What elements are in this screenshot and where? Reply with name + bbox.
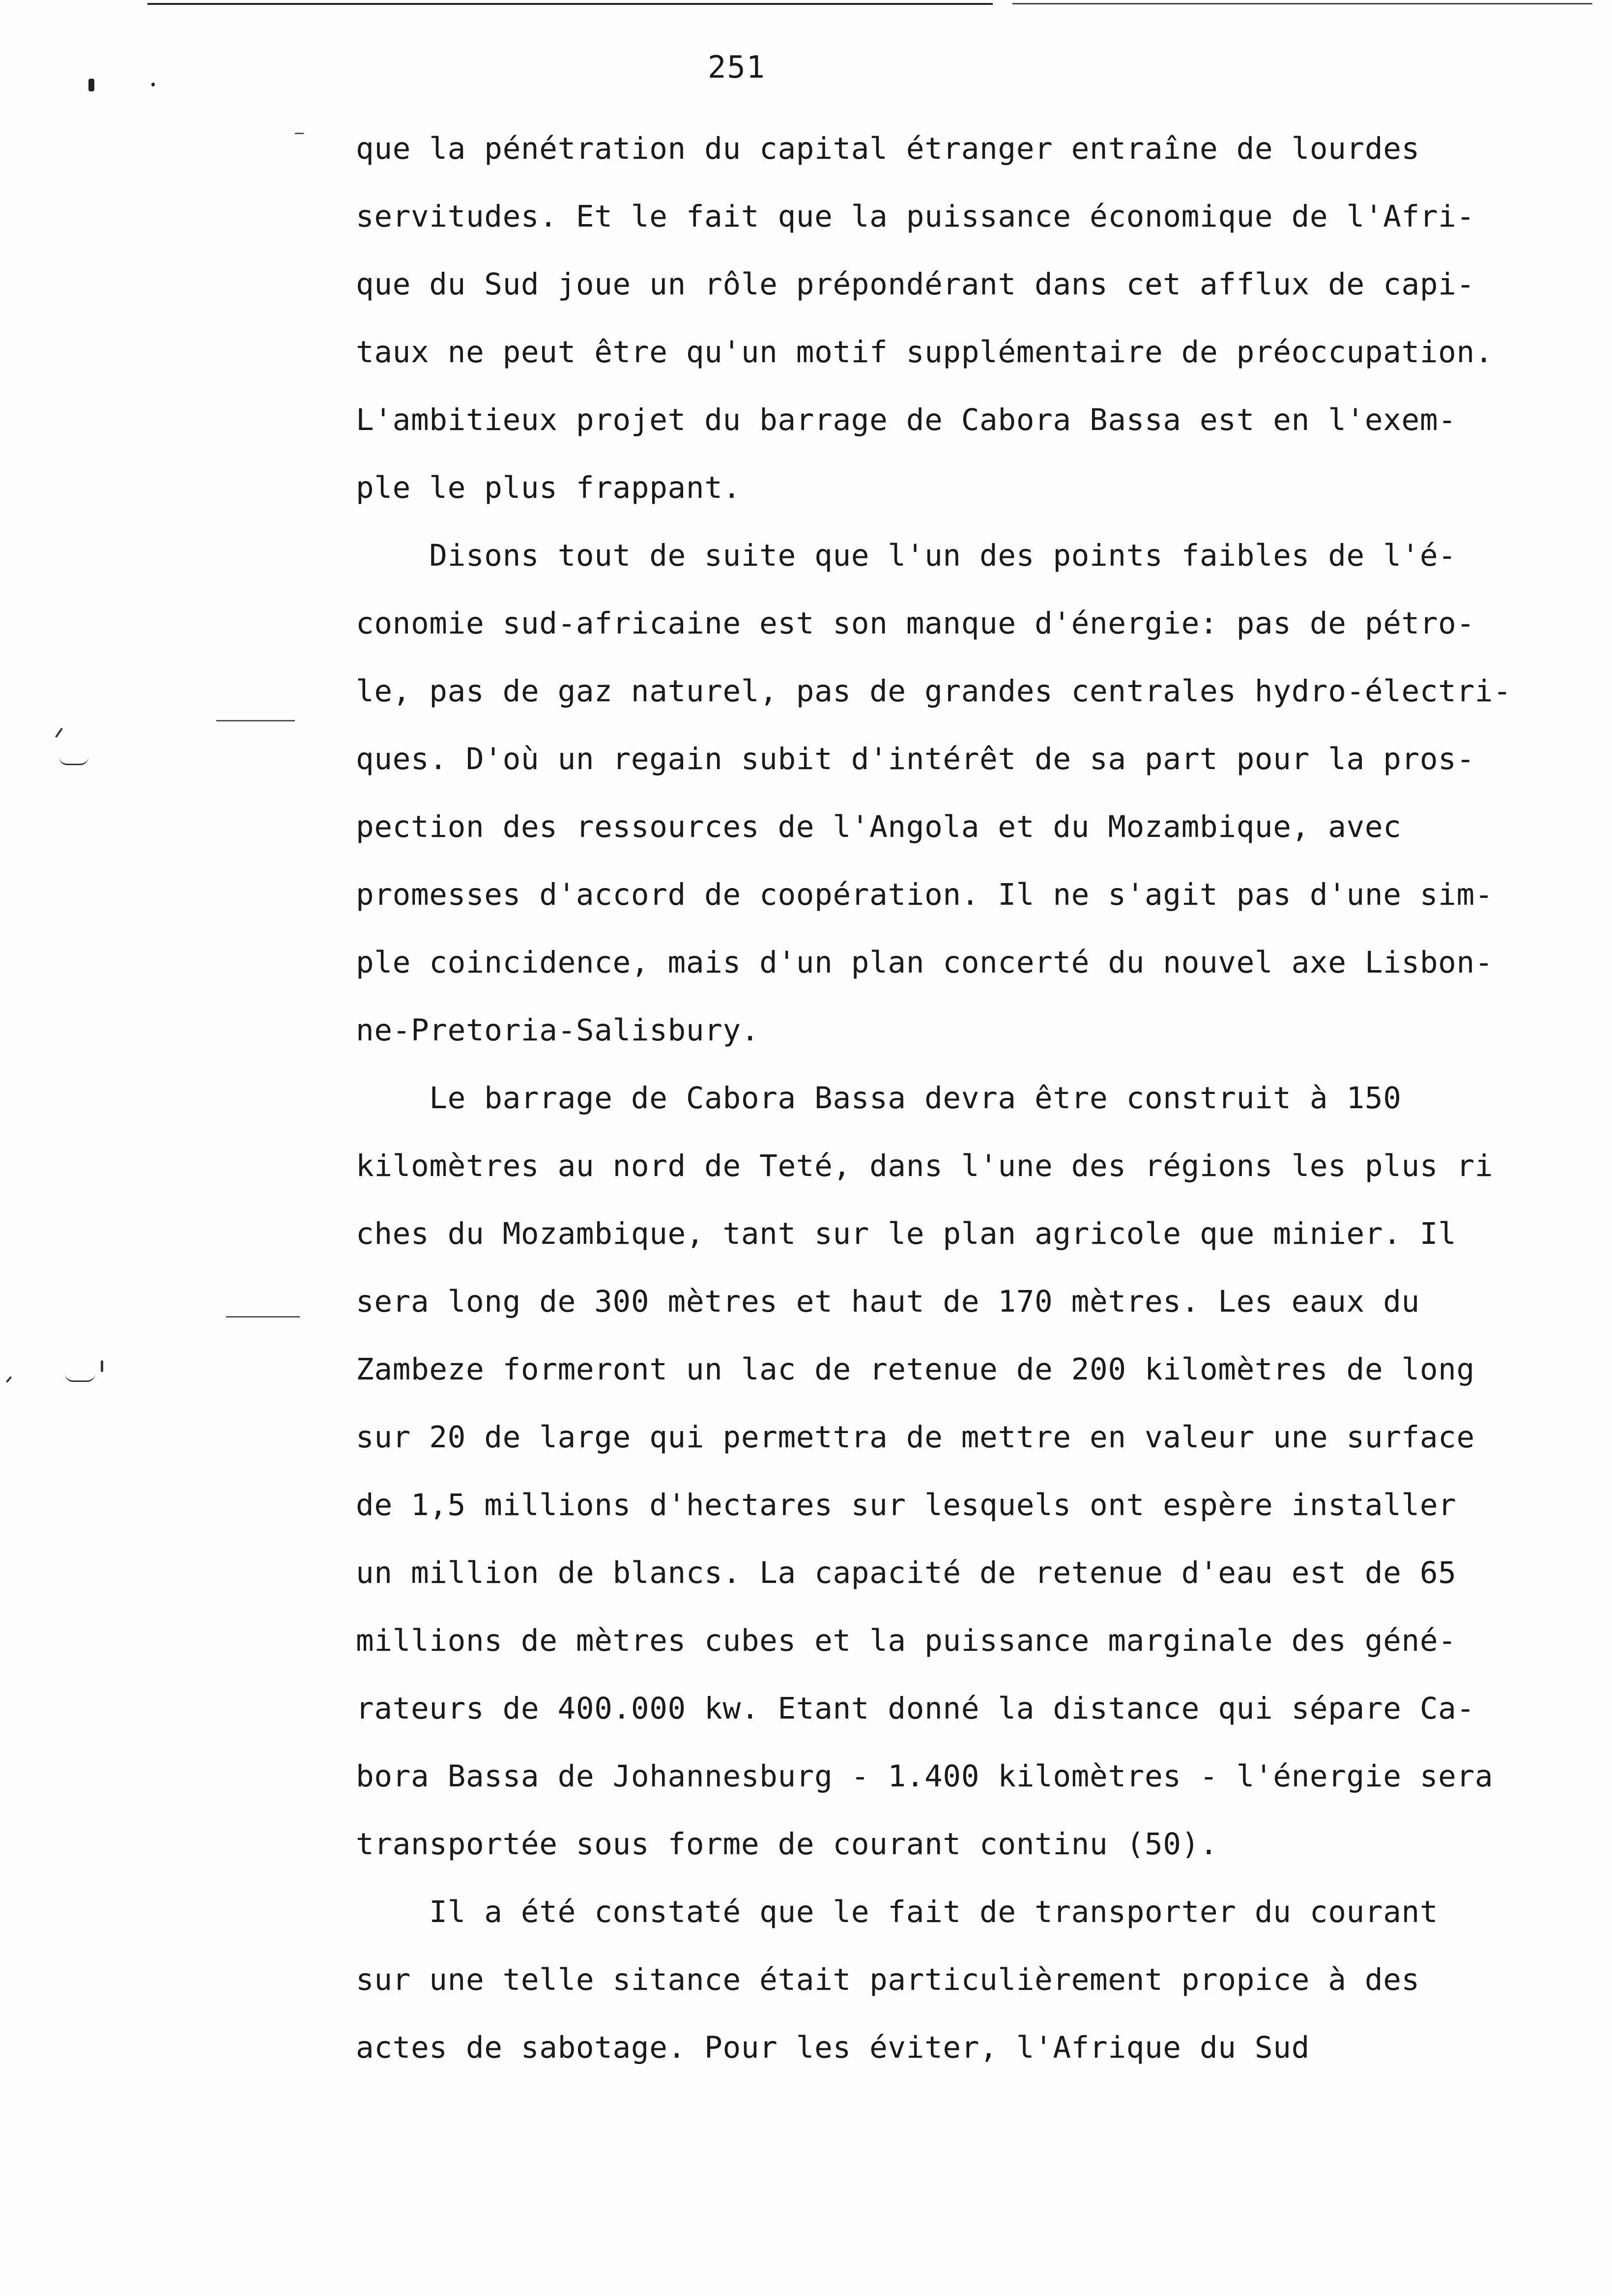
text-line: Le barrage de Cabora Bassa devra être construit à 150	[356, 1081, 1402, 1116]
text-line: Zambeze formeront un lac de retenue de 200 kilomètres de long	[356, 1352, 1475, 1387]
text-line: rateurs de 400.000 kw. Etant donné la distance qui sépare Ca-	[356, 1691, 1475, 1726]
margin-paren-mark	[101, 1360, 103, 1372]
text-line: L'ambitieux projet du barrage de Cabora Bassa est en l'exem-	[356, 402, 1457, 437]
text-line: Disons tout de suite que l'un des points faibles de l'é-	[356, 538, 1457, 573]
text-line: Il a été constaté que le fait de transporter du courant	[356, 1894, 1439, 1929]
text-line: sur une telle sitance était particulièrement propice à des	[356, 1962, 1420, 1997]
margin-ink-mark	[88, 79, 94, 91]
text-line: un million de blancs. La capacité de retenue d'eau est de 65	[356, 1555, 1457, 1590]
text-line: transportée sous forme de courant continu (50).	[356, 1827, 1218, 1862]
margin-dash	[295, 133, 304, 134]
margin-curve-mark	[59, 757, 88, 765]
margin-ink-dot	[151, 83, 155, 86]
text-line: conomie sud-africaine est son manque d'énergie: pas de pétro-	[356, 606, 1475, 641]
text-line: pection des ressources de l'Angola et du Mozambique, avec	[356, 809, 1402, 844]
margin-dash	[216, 720, 295, 721]
text-line: ple le plus frappant.	[356, 470, 741, 505]
text-line: ques. D'où un regain subit d'intérêt de sa part pour la pros-	[356, 742, 1475, 776]
text-line: taux ne peut être qu'un motif supplémentaire de préoccupation.	[356, 335, 1494, 370]
margin-tick	[6, 1376, 12, 1382]
margin-curve-mark	[65, 1374, 95, 1382]
text-line: ne-Pretoria-Salisbury.	[356, 1013, 760, 1048]
top-edge-rule-right	[1012, 3, 1592, 4]
text-line: millions de mètres cubes et la puissance marginale des géné-	[356, 1623, 1457, 1658]
text-line: promesses d'accord de coopération. Il ne s'agit pas d'une sim-	[356, 877, 1494, 912]
text-line: actes de sabotage. Pour les éviter, l'Afrique du Sud	[356, 2030, 1310, 2065]
text-line: le, pas de gaz naturel, pas de grandes centrales hydro-électri-	[356, 674, 1512, 709]
text-line: de 1,5 millions d'hectares sur lesquels ont espère installer	[356, 1488, 1457, 1522]
top-edge-rule	[147, 3, 993, 5]
text-line: kilomètres au nord de Teté, dans l'une des régions les plus ri	[356, 1148, 1494, 1183]
text-line: sur 20 de large qui permettra de mettre en valeur une surface	[356, 1420, 1475, 1455]
text-line: ple coincidence, mais d'un plan concerté du nouvel axe Lisbon-	[356, 945, 1494, 980]
margin-tick	[55, 728, 63, 738]
page-number: 251	[708, 49, 766, 85]
text-line: que la pénétration du capital étranger entraîne de lourdes	[356, 131, 1420, 166]
text-line: servitudes. Et le fait que la puissance économique de l'Afri-	[356, 199, 1475, 234]
margin-dash	[226, 1316, 300, 1318]
text-line: ches du Mozambique, tant sur le plan agricole que minier. Il	[356, 1216, 1457, 1251]
text-line: que du Sud joue un rôle prépondérant dans cet afflux de capi-	[356, 267, 1475, 302]
text-line: sera long de 300 mètres et haut de 170 mètres. Les eaux du	[356, 1284, 1420, 1319]
text-line: bora Bassa de Johannesburg - 1.400 kilomètres - l'énergie sera	[356, 1759, 1494, 1794]
